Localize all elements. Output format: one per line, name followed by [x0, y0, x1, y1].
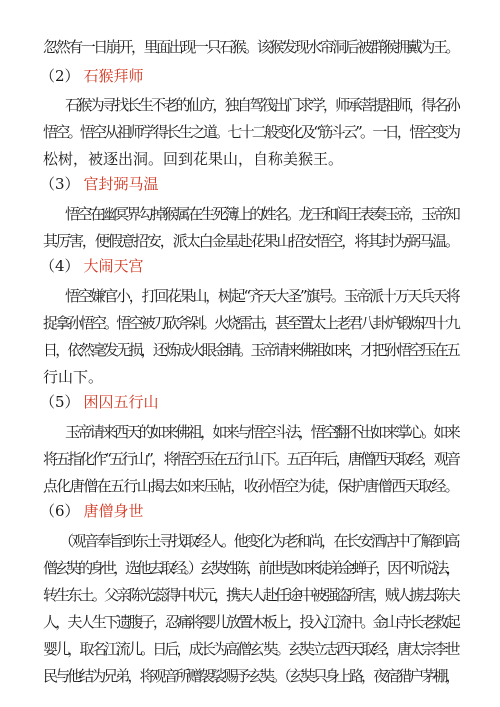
paragraph-line: 点化唐僧在五行山揭去如来压帖，收孙悟空为徒，保护唐僧西天取经。 [43, 477, 459, 495]
paragraph-line: 僧玄奘的身世，选他去取经。）玄奘姓陈，前世是如来徒弟金蝉子，因不听说法， [43, 559, 458, 577]
section-number: （5） [40, 393, 80, 411]
paragraph-line: 松树，被逐出洞。回到花果山，自称美猴王。 [43, 150, 344, 168]
paragraph-line: 悟空嫌官小，打回花果山，树起“齐天大圣”旗号。玉帝派十万天兵天将 [65, 287, 459, 305]
paragraph-line: 将五指化作“五行山”，将悟空压在五行山下。五百年后，唐僧西天取经，观音 [43, 450, 459, 468]
section-number: （4） [40, 257, 80, 275]
paragraph-line: 悟空。悟空从祖师学得长生之道。七十二般变化及“筋斗云”。一日，悟空变为 [43, 123, 459, 141]
paragraph-line: 民与他结为兄弟，将观音所赠袈裟赐予玄奘。（玄奘只身上路，夜宿猎户茅棚， [43, 667, 458, 685]
paragraph-line: 人，夫人生下遗腹子，忍痛将婴儿放置木板上，投入江流中。金山寺长老救起 [43, 613, 459, 631]
paragraph-line: 玉帝请来西天的如来佛祖，如来与悟空斗法，悟空翻不出如来掌心。如来 [65, 423, 459, 441]
section-heading-3 [40, 172, 159, 196]
section-heading-2 [40, 64, 144, 88]
paragraph-line: 捉拿孙悟空。悟空被刀砍斧剁。火烧雷击，甚至置太上老君八卦炉锻炼四十九 [43, 314, 459, 332]
paragraph-line: 悟空在幽冥界勾掉猴属在生死簿上的姓名。龙王和阎王表奏玉帝，玉帝知 [65, 205, 459, 223]
section-title: 石猴拜师 [83, 67, 144, 85]
paragraph-line: 日，依然毫发无损，还炼成火眼金睛。玉帝请来佛祖如来，才把孙悟空压在五 [43, 341, 459, 359]
paragraph-line: 行山下。 [43, 368, 104, 386]
paragraph-line: 婴儿，取名江流儿。日后，成长为高僧玄 奘。玄奘立志西天取经，唐太宗李世 [43, 640, 458, 658]
section-number: （6） [40, 502, 80, 520]
section-title: 大闹天宫 [83, 257, 144, 275]
intro-line: 忽然有一日崩开，里面出现一只石猴。该猴发现水帘洞后被群猴拥戴为王。 [43, 38, 459, 56]
section-title: 困囚五行山 [83, 393, 159, 411]
paragraph-line: 转生东土。父亲陈光蕊得中状元，携夫人赴任途中被强盗所害，贼人掳去陈夫 [43, 586, 459, 604]
paragraph-line: 石猴为寻找长生不老的仙方，独自驾筏出门求学，师承菩提祖师，得名孙 [65, 96, 459, 114]
section-number: （2） [40, 67, 80, 85]
section-heading-6 [40, 499, 144, 523]
section-title: 官封弼马温 [83, 175, 159, 193]
section-number: （3） [40, 175, 80, 193]
section-heading-4 [40, 254, 144, 278]
section-title: 唐僧身世 [83, 502, 144, 520]
paragraph-line: （观音奉旨到东土寻找取经人。他变化为老和尚，在长安酒店中了解到高 [59, 532, 459, 550]
paragraph-line: 其厉害，便假意招安，派太白金星赴花果山招安悟空，将其封为弼马温。 [43, 232, 459, 250]
section-heading-5 [40, 390, 159, 414]
